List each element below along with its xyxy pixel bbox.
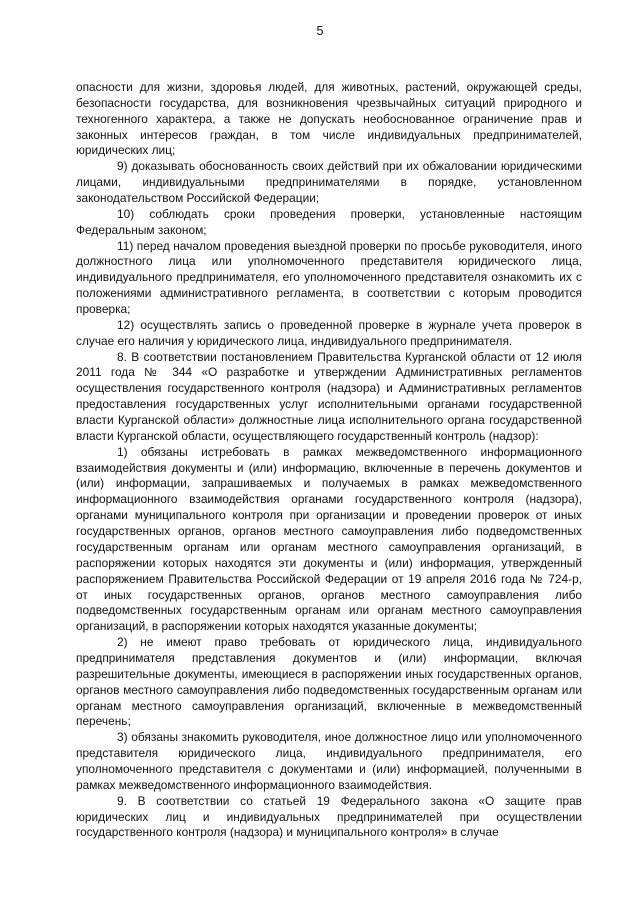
paragraph-subitem-3: 3) обязаны знакомить руководителя, иное должностное лицо или уполномоченного представителя юридического лица, индивидуального предпринимателя, его уполномоченного представителя с документами и (или) информацией, полученными в рамках межведомственного информационного взаимодействия. (76, 730, 582, 792)
paragraph-section-9: 9. В соответствии со статьей 19 Федерального закона «О защите прав юридических лиц и индивидуальных предпринимателей при осуществлении государственного контроля (надзора) и муниципального контроля» в случае (76, 793, 582, 840)
document-body (76, 80, 582, 841)
paragraph-continuation: опасности для жизни, здоровья людей, для животных, растений, окружающей среды, безопасности государства, для возникновения чрезвычайных ситуаций природного и техногенного характера, а также не допускать необоснованное ограничение прав и законных интересов граждан, в том числе индивидуальных предпринимателей, юридических лиц; (76, 80, 582, 158)
paragraph-section-8: 8. В соответствии постановлением Правительства Курганской области от 12 июля 2011 года № 344 «О разработке и утверждении Административных регламентов осуществления государственного контроля (надзора) и Административных регламентов предоставления государственных услуг исполнительными органами государственной власти Курганской области» должностные лица исполнительного органа государственной власти Курганской области, осуществляющего государственный контроль (надзор): (76, 349, 582, 443)
paragraph-item-9: 9) доказывать обоснованность своих действий при их обжаловании юридическими лицами, индивидуальными предпринимателями в порядке, установленном законодательством Российской Федерации; (76, 159, 582, 206)
paragraph-subitem-1: 1) обязаны истребовать в рамках межведомственного информационного взаимодействия документы и (или) информацию, включенные в перечень документов и (или) информации, запрашиваемых и получаемых в рамках межведомственного информационного взаимодействия органами государственного контроля (надзора), органами муниципального контроля при организации и проведении проверок от иных государственных органов, органов местного самоуправления либо подведомственных государственным органам или органам местного самоуправления организаций, в распоряжении которых находятся эти документы и (или) информация, утвержденный распоряжением Правительства Российской Федерации от 19 апреля 2016 года № 724-р, от иных государственных органов, органов местного самоуправления либо подведомственных государственным органам или органам местного самоуправления организаций, в распоряжении которых находятся указанные документы; (76, 444, 582, 634)
paragraph-item-10: 10) соблюдать сроки проведения проверки, установленные настоящим Федеральным законом; (76, 206, 582, 237)
paragraph-subitem-2: 2) не имеют право требовать от юридического лица, индивидуального предпринимателя представления документов и (или) информации, включая разрешительные документы, имеющиеся в распоряжении иных государственных органов, органов местного самоуправления либо подведомственных государственным органам или органам местного самоуправления организаций, включенные в межведомственный перечень; (76, 635, 582, 729)
paragraph-item-12: 12) осуществлять запись о проведенной проверке в журнале учета проверок в случае его наличия у юридического лица, индивидуального предпринимателя. (76, 317, 582, 348)
page-number: 5 (316, 24, 324, 38)
paragraph-item-11: 11) перед началом проведения выездной проверки по просьбе руководителя, иного должностного лица или уполномоченного представителя юридического лица, индивидуального предпринимателя, его уполномоченного представителя ознакомить их с положениями административного регламента, в соответствии с которым проводится проверка; (76, 238, 582, 317)
